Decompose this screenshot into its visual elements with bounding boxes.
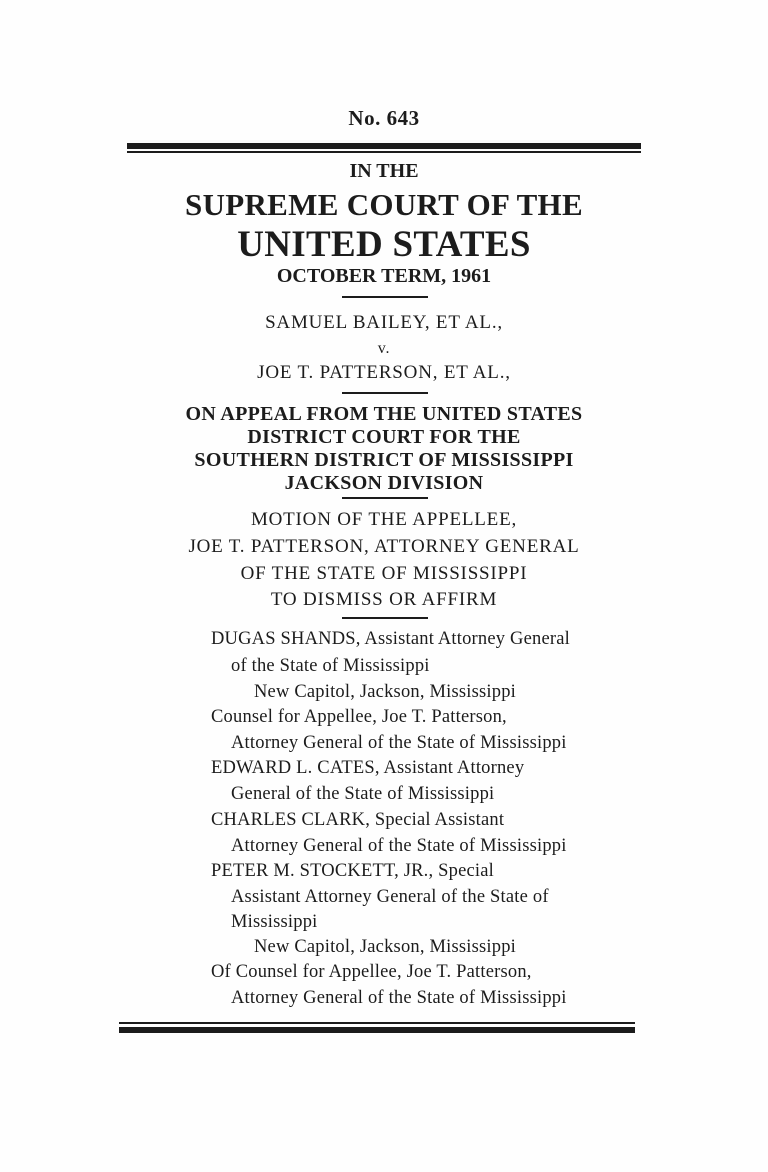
appellants: SAMUEL BAILEY, ET AL., [265, 312, 503, 333]
counsel-shands-name: DUGAS SHANDS, Assistant Attorney General [211, 629, 570, 649]
divider [342, 392, 428, 394]
bottom-rule-thick [119, 1027, 635, 1033]
top-rule-thin [127, 151, 641, 153]
divider [342, 617, 428, 619]
appeal-line1: ON APPEAL FROM THE UNITED STATES [185, 403, 583, 425]
appellees: JOE T. PATTERSON, ET AL., [257, 362, 511, 383]
divider [342, 296, 428, 298]
court-name-line2: UNITED STATES [237, 224, 531, 265]
counsel-stockett-title2: Mississippi [231, 912, 318, 932]
divider [342, 497, 428, 499]
docket-number: No. 643 [348, 106, 420, 130]
appeal-line2: DISTRICT COURT FOR THE [247, 426, 521, 448]
term-heading: OCTOBER TERM, 1961 [276, 265, 492, 287]
counsel-cates-name: EDWARD L. CATES, Assistant Attorney [211, 758, 525, 778]
top-rule-thick [127, 143, 641, 149]
counsel-stockett-title1: Assistant Attorney General of the State of [231, 887, 549, 907]
counsel-address1: New Capitol, Jackson, Mississippi [254, 682, 517, 702]
counsel-cates-title: General of the State of Mississippi [231, 784, 495, 804]
of-counsel-line1: Of Counsel for Appellee, Joe T. Patterson, [211, 962, 532, 982]
court-name-line1: SUPREME COURT OF THE [185, 187, 583, 222]
motion-line3: OF THE STATE OF MISSISSIPPI [240, 563, 528, 584]
in-the-heading: IN THE [349, 160, 419, 182]
counsel-address2: New Capitol, Jackson, Mississippi [254, 937, 517, 957]
counsel-clark-title: Attorney General of the State of Mississippi [231, 836, 567, 856]
motion-line2: JOE T. PATTERSON, ATTORNEY GENERAL [188, 536, 580, 557]
motion-line4: TO DISMISS OR AFFIRM [270, 589, 498, 610]
counsel-stockett-name: PETER M. STOCKETT, JR., Special [211, 861, 495, 881]
motion-line1: MOTION OF THE APPELLEE, [250, 509, 518, 530]
counsel-clark-name: CHARLES CLARK, Special Assistant [211, 810, 505, 830]
bottom-rule-thin [119, 1022, 635, 1024]
versus: v. [377, 340, 391, 357]
of-counsel-line2: Attorney General of the State of Mississippi [231, 988, 567, 1008]
counsel-shands-title: of the State of Mississippi [231, 656, 430, 676]
counsel-for-line1: Counsel for Appellee, Joe T. Patterson, [211, 707, 507, 727]
appeal-line3: SOUTHERN DISTRICT OF MISSISSIPPI [194, 449, 574, 471]
appeal-line4: JACKSON DIVISION [284, 472, 484, 494]
counsel-for-line2: Attorney General of the State of Mississippi [231, 733, 567, 753]
